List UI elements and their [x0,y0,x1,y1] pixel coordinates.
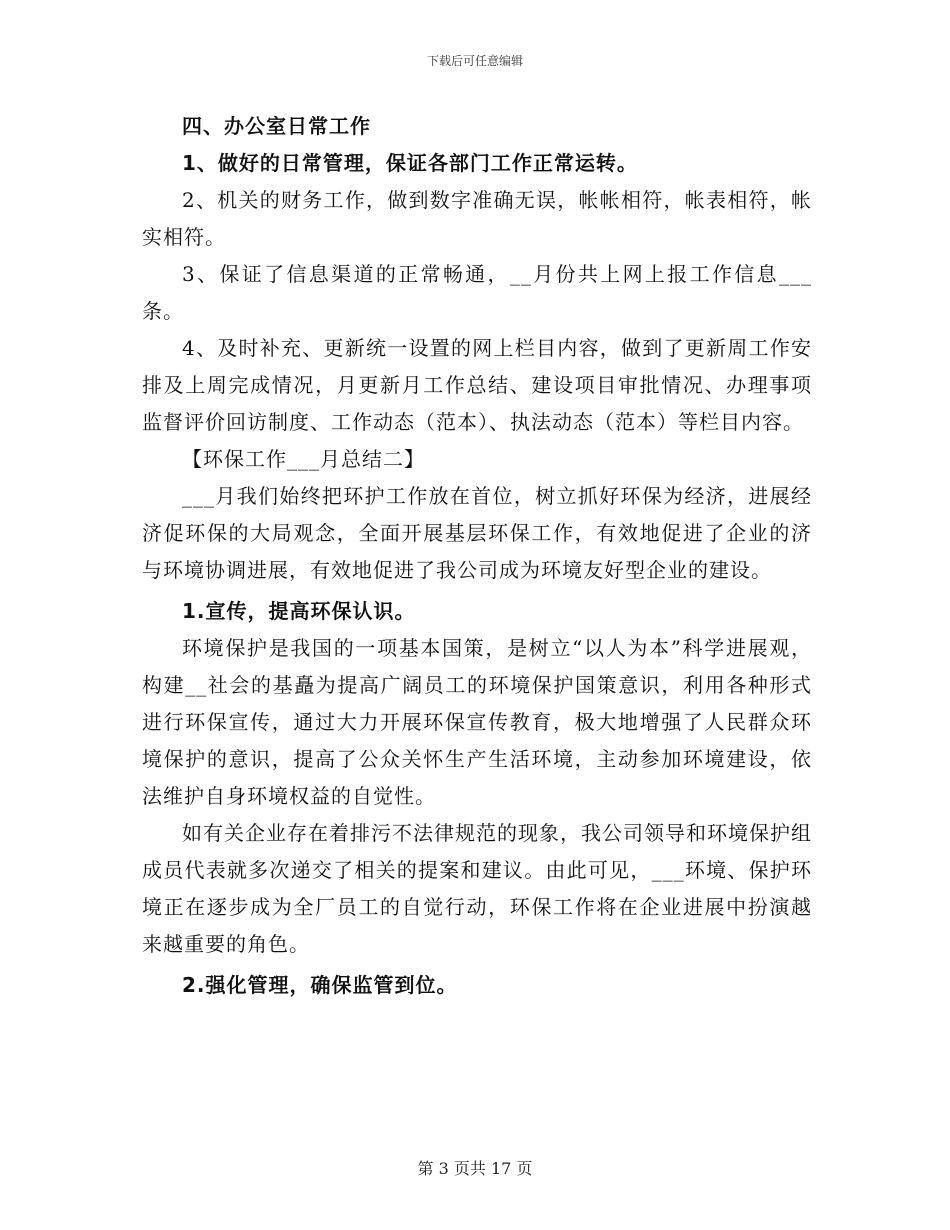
section-title-env-summary: 【环保工作___月总结二】 [182,447,425,471]
document-body [142,108,812,1004]
paragraph-info-channel: 3、保证了信息渠道的正常畅通，__月份共上网上报工作信息___条。 [142,262,812,323]
page-header: 下载后可任意编辑 [426,54,523,68]
paragraph-env-policy: 环境保护是我国的一项基本国策，是树立“以人为本”科学进展观，构建__社会的基矗为提高广阔员工的环境保护国策意识，利用各种形式进行环保宣传，通过大力开展环保宣传教育，极大地增强了人民群众环境保护的意识，提高了公众关怀生产生活环境，主动参加环境建设，依法维护自身环境权益的自觉性。 [142,636,812,808]
section-heading-office: 四、办公室日常工作 [182,114,371,138]
item-heading-daily-management: 1、做好的日常管理，保证各部门工作正常运转。 [182,151,638,175]
item-heading-publicity: 1.宣传，提高环保认识。 [182,599,416,623]
item-heading-management: 2.强化管理，确保监管到位。 [182,973,458,997]
paragraph-finance: 2、机关的财务工作，做到数字准确无误，帐帐相符，帐表相符，帐实相符。 [142,188,812,249]
paragraph-proposals: 如有关企业存在着排污不法律规范的现象，我公司领导和环境保护组成员代表就多次递交了相关的提案和建议。由此可见，___环境、保护环境正在逐步成为全厂员工的自觉行动，环保工作将在企业进展中扮演越来越重要的角色。 [142,821,812,956]
page-footer: 第 3 页共 17 页 [417,1159,533,1178]
paragraph-web-columns: 4、及时补充、更新统一设置的网上栏目内容，做到了更新周工作安排及上周完成情况，月更新月工作总结、建设项目审批情况、办理事项监督评价回访制度、工作动态（范本）、执法动态（范本）等栏目内容。 [142,336,812,434]
paragraph-env-intro: ___月我们始终把环护工作放在首位，树立抓好环保为经济，进展经济促环保的大局观念，全面开展基层环保工作，有效地促进了企业的济与环境协调进展，有效地促进了我公司成为环境友好型企业的建设。 [142,484,812,582]
